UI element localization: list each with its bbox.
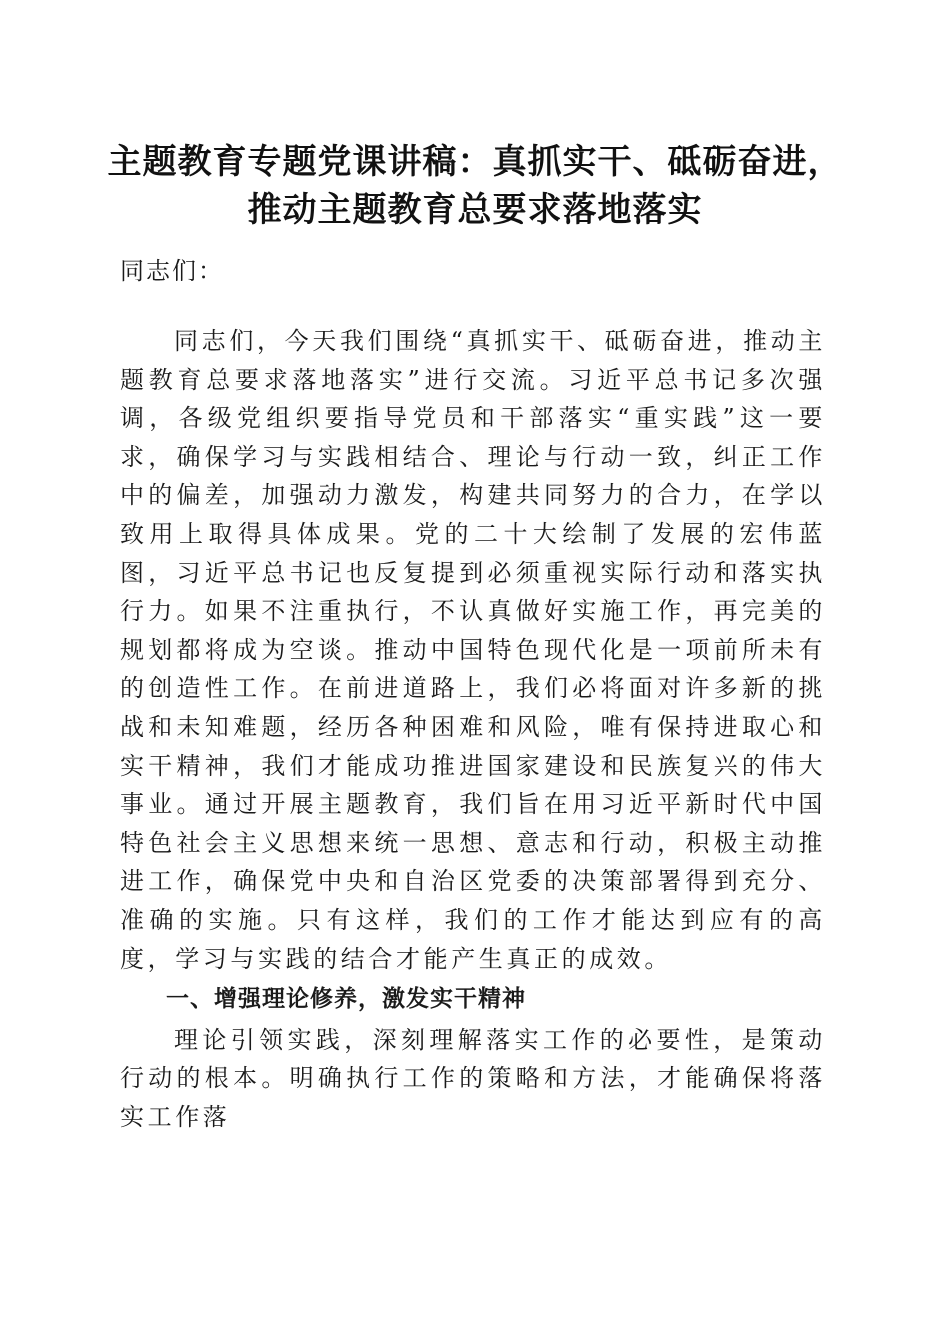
document-title: [100, 138, 850, 234]
section-heading-1: 一、增强理论修养，激发实干精神: [166, 986, 526, 1013]
document-body: [120, 322, 826, 1136]
salutation: 同志们：: [120, 257, 224, 285]
body-paragraph-1: 同志们，今天我们围绕“真抓实干、砥砺奋进，推动主题教育总要求落地落实”进行交流。习近平总书记多次强调，各级党组织要指导党员和干部落实“重实践”这一要求，确保学习与实践相结合、理论与行动一致，纠正工作中的偏差，加强动力激发，构建共同努力的合力，在学以致用上取得具体成果。党的二十大绘制了发展的宏伟蓝图，习近平总书记也反复提到必须重视实际行动和落实执行力。如果不注重执行，不认真做好实施工作，再完美的规划都将成为空谈。推动中国特色现代化是一项前所未有的创造性工作。在前进道路上，我们必将面对许多新的挑战和未知难题，经历各种困难和风险，唯有保持进取心和实干精神，我们才能成功推进国家建设和民族复兴的伟大事业。通过开展主题教育，我们旨在用习近平新时代中国特色社会主义思想来统一思想、意志和行动，积极主动推进工作，确保党中央和自治区党委的决策部署得到充分、准确的实施。只有这样，我们的工作才能达到应有的高度，学习与实践的结合才能产生真正的成效。: [120, 327, 826, 973]
title-line-2: 推动主题教育总要求落地落实: [247, 190, 703, 230]
title-line-1: 主题教育专题党课讲稿：真抓实干、砥砺奋进，: [107, 142, 843, 182]
body-paragraph-2: 理论引领实践，深刻理解落实工作的必要性，是策动行动的根本。明确执行工作的策略和方法，才能确保将落实工作落: [120, 1025, 826, 1131]
